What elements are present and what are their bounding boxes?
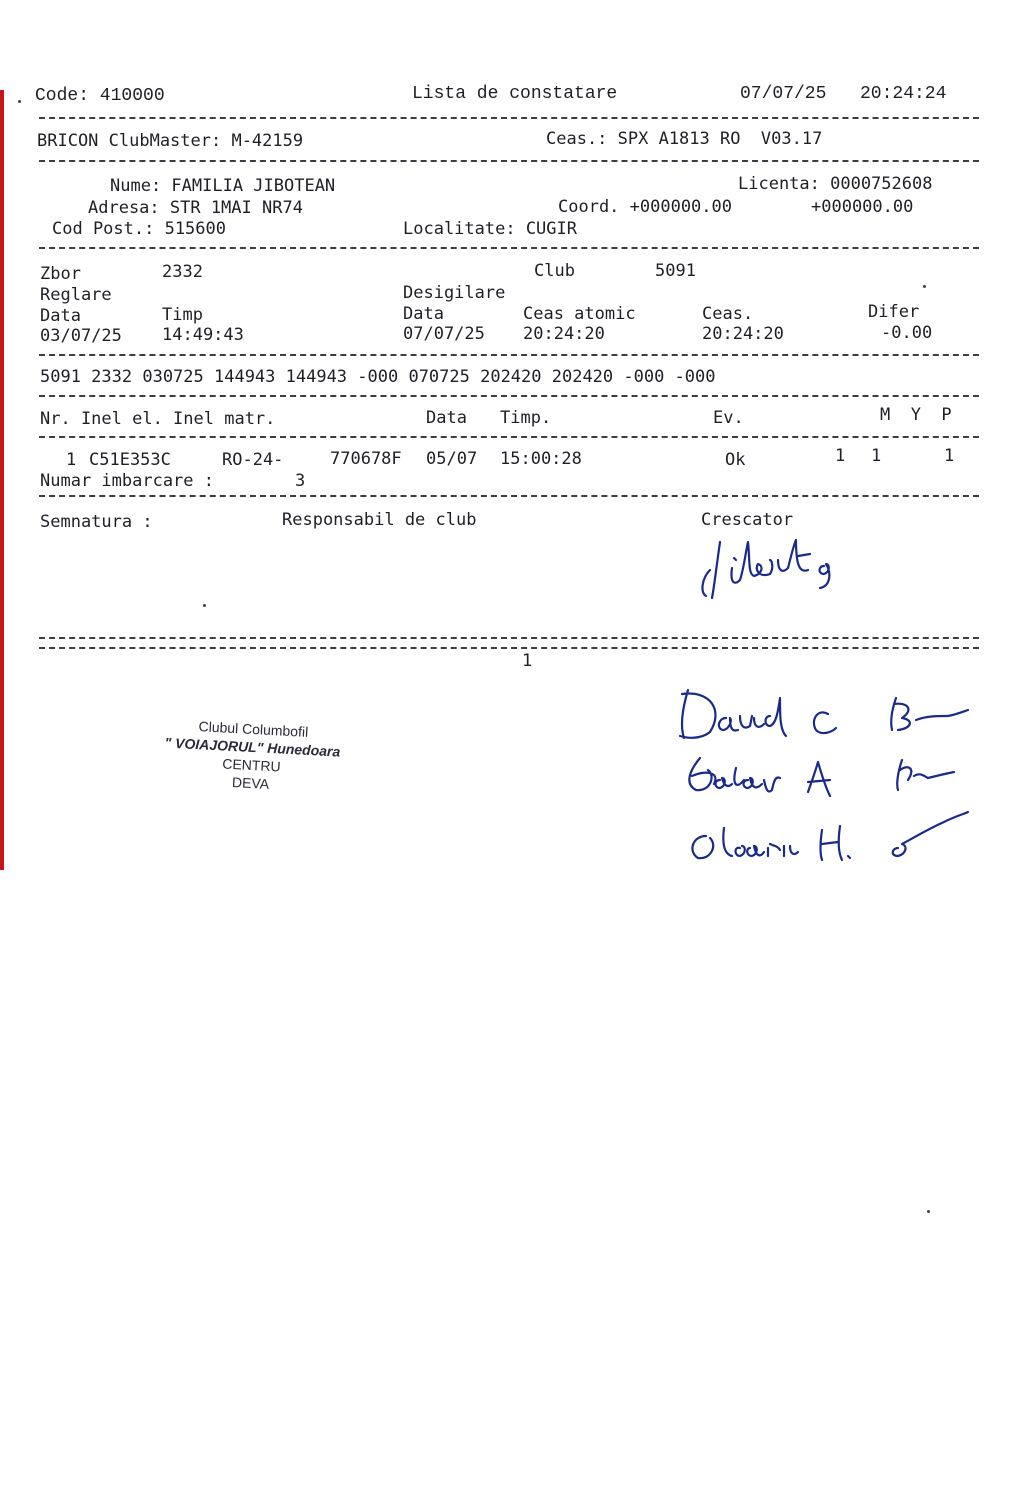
ceas-label: Ceas. [702,304,754,324]
stamp-line-3: CENTRU [221,755,282,775]
header-time: 20:24:24 [860,84,947,104]
zbor-label: Zbor [40,264,81,284]
club-value: 5091 [655,261,696,281]
reglare-label: Reglare [40,285,112,305]
row-date: 05/07 [426,449,478,469]
stamp-line-1: Clubul Columbofil [198,718,309,740]
speck [18,100,21,103]
license: Licenta: 0000752608 [738,174,933,194]
locality: Localitate: CUGIR [403,219,577,239]
difer-value: -0.00 [881,323,933,343]
atomic-time: 20:24:20 [523,324,605,344]
clock-time: 20:24:20 [702,324,784,344]
stamp-line-4: DEVA [231,774,270,792]
desigilare-date: 07/07/25 [403,324,485,344]
postal-code: Cod Post.: 515600 [52,219,226,239]
row-ev: Ok [725,450,746,470]
divider [39,436,979,438]
club-stamp [140,714,363,797]
row-code: 770678F [330,449,402,469]
ceas-atomic-label: Ceas atomic [523,304,636,324]
crescator-label: Crescator [701,510,794,530]
divider [39,395,979,397]
code-line: 5091 2332 030725 144943 144943 -000 070725 202420 202420 -000 -000 [40,367,716,387]
code-label: Code: 410000 [35,86,165,106]
address: Adresa: STR 1MAI NR74 [88,198,303,218]
responsabil-label: Responsabil de club [282,510,477,530]
divider [39,117,979,119]
col-myp: M Y P [880,405,952,425]
divider [39,637,979,639]
clock-id: Ceas.: SPX A1813 RO V03.17 [546,129,823,149]
coord-label: Coord. +000000.00 [558,197,732,217]
row-p: 1 [944,446,955,466]
row-nr: 1 [66,450,77,470]
row-m: 1 [835,446,846,466]
owner-name: Nume: FAMILIA JIBOTEAN [110,176,336,196]
document-title: Lista de constatare [412,84,618,104]
clubmaster-id: BRICON ClubMaster: M-42159 [37,131,304,151]
divider [39,354,979,356]
divider [39,160,979,162]
zbor-value: 2332 [162,262,203,282]
divider [39,647,979,649]
boarding-label: Numar imbarcare : [40,471,214,491]
boarding-value: 3 [295,471,306,491]
speck [203,604,206,607]
divider [39,495,979,497]
timp-label: Timp [162,305,203,325]
row-inel-el: C51E353C [89,450,171,470]
row-time: 15:00:28 [500,449,582,469]
red-page-edge [0,90,4,870]
table-header: Nr. Inel el. Inel matr. [40,409,276,429]
speck [927,1210,930,1213]
page-number: 1 [522,651,533,671]
col-data: Data [426,408,467,428]
row-inel-matr: RO-24- [222,450,284,470]
header-date: 07/07/25 [740,84,827,104]
stamp-line-2: " VOIAJORUL" Hunedoara [164,734,341,760]
desigilare-label: Desigilare [403,283,506,303]
reglare-date: 03/07/25 [40,326,122,346]
coord-value: +000000.00 [811,197,914,217]
reglare-time: 14:49:43 [162,325,244,345]
speck [923,285,926,288]
commission-signatures [670,680,980,880]
data-label: Data [40,306,81,326]
col-timp: Timp. [500,408,552,428]
breeder-signature [700,530,860,610]
semnatura-label: Semnatura : [40,512,153,532]
difer-label: Difer [868,302,920,322]
col-ev: Ev. [713,408,744,428]
row-y: 1 [871,446,882,466]
data-label-2: Data [403,304,444,324]
club-label: Club [534,261,575,281]
divider [39,247,979,249]
